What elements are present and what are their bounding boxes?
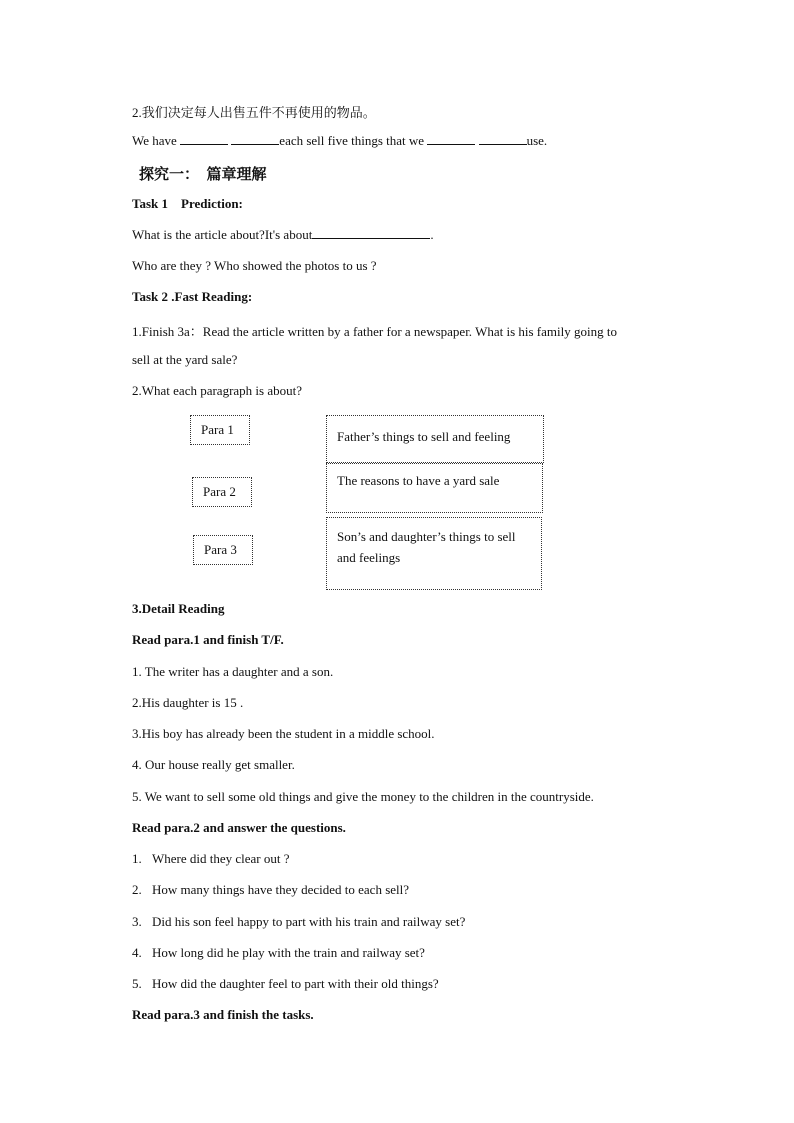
question-item: [132, 851, 290, 867]
para-2-label[interactable]: Para 2: [192, 477, 252, 507]
question-text: Did his son feel happy to part with his train and railway set?: [152, 914, 466, 929]
sentence-en-part3: use.: [526, 133, 548, 148]
para-1-label[interactable]: Para 1: [190, 415, 250, 445]
detail-title: 3.Detail Reading: [132, 601, 225, 616]
question-num: 4.: [132, 945, 142, 960]
question-item: [132, 945, 425, 961]
blank-2[interactable]: [231, 133, 279, 145]
blank-1[interactable]: [180, 133, 228, 145]
task1-title: Task 1 Prediction:: [132, 196, 243, 211]
para-3-label[interactable]: Para 3: [193, 535, 253, 565]
question-item: [132, 914, 465, 930]
para3-title: Read para.3 and finish the tasks.: [132, 1007, 314, 1022]
question-num: 2.: [132, 882, 142, 897]
sentence-en: [132, 133, 547, 149]
question-text: How long did he play with the train and railway set?: [152, 945, 425, 960]
sentence-en-part1: We have: [132, 133, 177, 148]
sentence-en-part2: each sell five things that we: [279, 133, 425, 148]
question-text: How many things have they decided to each sell?: [152, 882, 410, 897]
task1-q1-text: What is the article about?It's about: [132, 227, 313, 242]
desc-box-1[interactable]: Father’s things to sell and feeling: [326, 415, 544, 463]
desc-box-3[interactable]: Son’s and daughter’s things to sell and feelings: [326, 517, 542, 590]
task2-item1-line2: sell at the yard sale?: [132, 352, 238, 367]
sentence-cn: 2.我们决定每人出售五件不再使用的物品。: [132, 105, 376, 120]
question-item: [132, 882, 409, 898]
para1-title: Read para.1 and finish T/F.: [132, 632, 284, 647]
tf-item: 2.His daughter is 15 .: [132, 695, 244, 710]
question-num: 5.: [132, 976, 142, 991]
tf-item: 1. The writer has a daughter and a son.: [132, 664, 334, 679]
blank-3[interactable]: [427, 133, 475, 145]
task2-item1-line1: 1.Finish 3a：Read the article written by a father for a newspaper. What is his family going to: [132, 324, 617, 339]
task2-item2: 2.What each paragraph is about?: [132, 383, 303, 398]
question-num: 3.: [132, 914, 142, 929]
question-text: How did the daughter feel to part with their old things?: [152, 976, 439, 991]
para2-title: Read para.2 and answer the questions.: [132, 820, 346, 835]
task1-q2: Who are they ? Who showed the photos to us ?: [132, 258, 377, 273]
task1-q1: [132, 227, 434, 243]
section-heading: 探究一： 篇章理解: [139, 167, 267, 183]
question-text: Where did they clear out ?: [152, 851, 290, 866]
blank-4[interactable]: [479, 133, 527, 145]
tf-item: 4. Our house really get smaller.: [132, 757, 295, 772]
tf-item: 3.His boy has already been the student in a middle school.: [132, 726, 435, 741]
task2-title: Task 2 .Fast Reading:: [132, 289, 253, 304]
task1-q1-end: .: [430, 227, 434, 242]
about-blank[interactable]: [312, 227, 430, 239]
tf-item: 5. We want to sell some old things and give the money to the children in the countryside.: [132, 789, 594, 804]
question-num: 1.: [132, 851, 142, 866]
desc-box-2[interactable]: The reasons to have a yard sale: [326, 463, 543, 513]
question-item: [132, 976, 439, 992]
